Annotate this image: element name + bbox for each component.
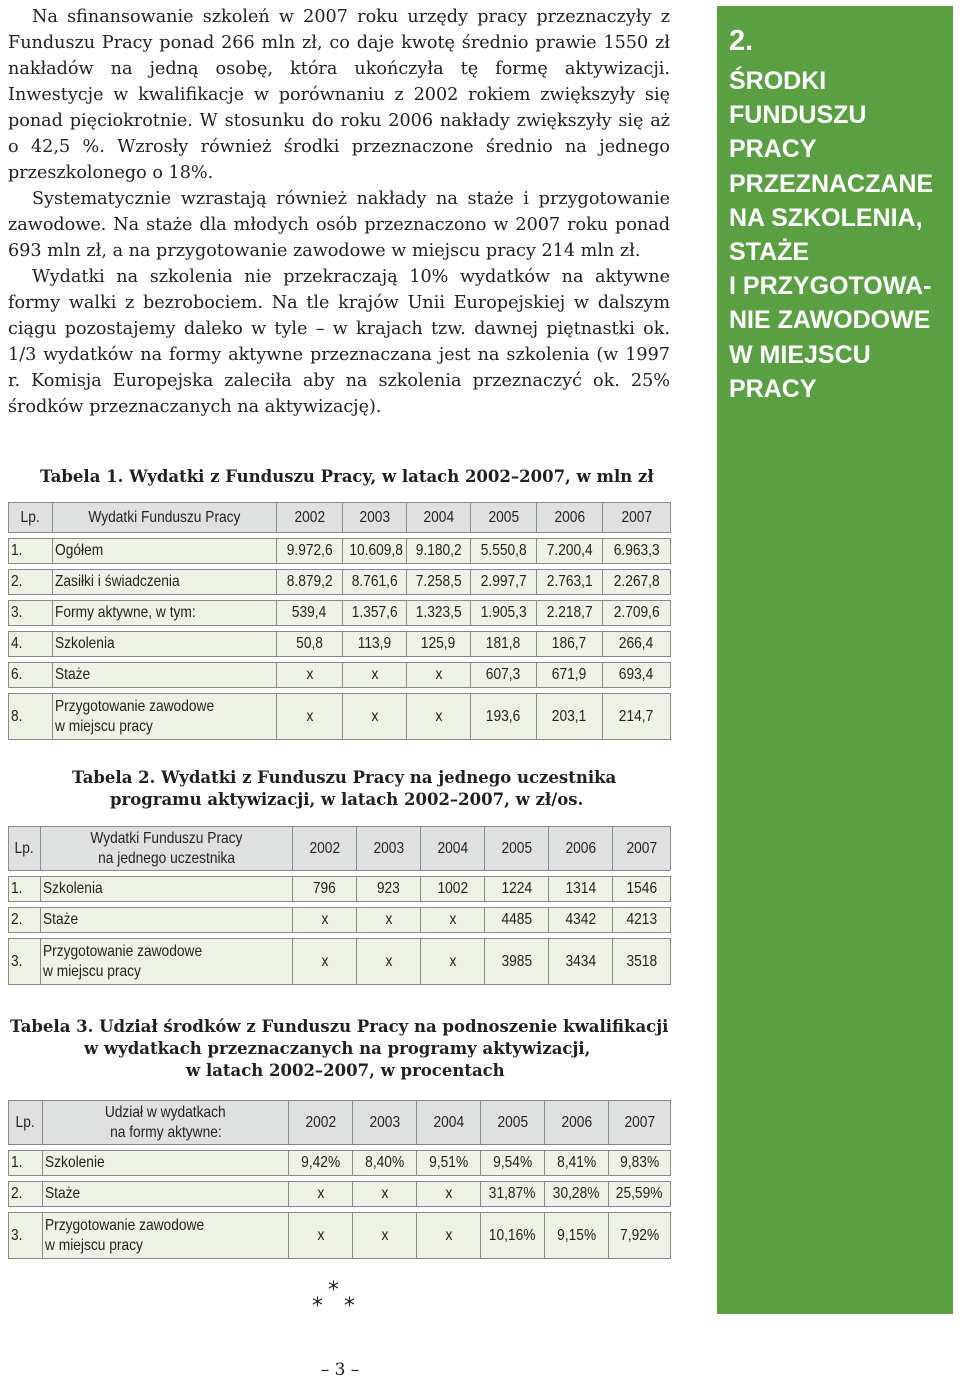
cell-label: Przygotowanie zawodowe w miejscu pracy [41, 939, 293, 985]
paragraph-3: Wydatki na szkolenia nie przekraczają 10% wydatków na aktywne formy walki z bezrobociem. Na tle krajów Unii Europejskiej w dalszym ciągu pozostajemy daleko w tyle – w krajach tzw. dawnej piętnastki ok. 1/3 wydatków na formy aktywne przeznaczana jest na szkolenia (w 1997 r. Komisja Europejska zaleciła aby na szkolenia przeznaczyć ok. 25% środków przeznaczanych na aktywizację). [8, 267, 670, 417]
cell-value: 125,9 [407, 632, 471, 657]
cell-value: x [343, 694, 407, 740]
chapter-title-line: PRZEZNACZANE [729, 169, 934, 198]
cell-value: 203,1 [537, 694, 603, 740]
cell-value: x [343, 663, 407, 688]
caption-line: Tabela 3. Udział środków z Funduszu Pracy na podnoszenie kwalifikacji [10, 1017, 669, 1036]
cell-value: 9,83% [609, 1151, 671, 1176]
cell-value: 31,87% [481, 1182, 545, 1207]
table-row [9, 663, 671, 688]
cell-lp: 1. [9, 1151, 43, 1176]
cell-value: 25,59% [609, 1182, 671, 1207]
cell-value: x [421, 908, 485, 933]
caption-line: w latach 2002–2007, w procentach [186, 1061, 505, 1080]
cell-value: 539,4 [277, 601, 343, 626]
cell-value: x [357, 939, 421, 985]
cell-value: 266,4 [603, 632, 671, 657]
paragraph-1: Na sfinansowanie szkoleń w 2007 roku urzędy pracy przeznaczyły z Funduszu Pracy ponad 266 mln zł, co daje kwotę średnio prawie 1550 zł nakładów na jedną osobę, która ukończyła tę formę aktywizacji. Inwestycje w kwalifikacje w porównaniu z 2002 rokiem zwiększyły się ponad pięciokrotnie. W stosunku do roku 2006 nakłady zwiększyły się aż o 42,5 %. Wzrosły również środki przeznaczone średnio na jednego przeszkolonego o 18%. [8, 7, 670, 183]
header-year: 2002 [293, 827, 357, 871]
table1 [8, 502, 671, 740]
cell-value: 2.218,7 [537, 601, 603, 626]
header-year: 2007 [613, 827, 671, 871]
header-year: 2007 [609, 1101, 671, 1145]
table-row [9, 1213, 671, 1259]
cell-value: x [353, 1182, 417, 1207]
header-label: Udział w wydatkach na formy aktywne: [43, 1101, 289, 1145]
cell-value: 9,51% [417, 1151, 481, 1176]
chapter-title-line: PRACY [729, 135, 817, 164]
header-label: Wydatki Funduszu Pracy na jednego uczestnika [41, 827, 293, 871]
cell-lp: 4. [9, 632, 53, 657]
table2 [8, 826, 671, 985]
table-row [9, 939, 671, 985]
chapter-title-line: NIE ZAWODOWE [729, 306, 931, 335]
cell-value: 1546 [613, 877, 671, 902]
header-year: 2003 [353, 1101, 417, 1145]
cell-label: Przygotowanie zawodowe w miejscu pracy [53, 694, 277, 740]
cell-value: 9.180,2 [407, 539, 471, 564]
chapter-sidebar [717, 6, 953, 1314]
asterisk: * [312, 1294, 323, 1319]
table-row [9, 694, 671, 740]
header-year: 2003 [343, 503, 407, 533]
cell-value: x [421, 939, 485, 985]
cell-value: x [289, 1213, 353, 1259]
cell-value: x [353, 1213, 417, 1259]
cell-value: 6.963,3 [603, 539, 671, 564]
cell-lp: 1. [9, 539, 53, 564]
cell-value: 1.323,5 [407, 601, 471, 626]
cell-value: 4213 [613, 908, 671, 933]
cell-value: 2.267,8 [603, 570, 671, 595]
header-lp: Lp. [9, 827, 41, 871]
body-text [8, 4, 670, 420]
table-row [9, 908, 671, 933]
cell-value: 4342 [549, 908, 613, 933]
cell-value: 8,41% [545, 1151, 609, 1176]
cell-label: Formy aktywne, w tym: [53, 601, 277, 626]
cell-value: 7.258,5 [407, 570, 471, 595]
header-year: 2006 [537, 503, 603, 533]
chapter-title-line: FUNDUSZU [729, 101, 867, 130]
cell-label: Zasiłki i świadczenia [53, 570, 277, 595]
cell-value: 923 [357, 877, 421, 902]
chapter-title-line: STAŻE [729, 238, 810, 267]
table-row [9, 539, 671, 564]
asterisk: * [344, 1294, 355, 1319]
header-year: 2004 [421, 827, 485, 871]
cell-lp: 3. [9, 939, 41, 985]
cell-label: Szkolenia [41, 877, 293, 902]
chapter-title-line: W MIEJSCU [729, 340, 871, 369]
cell-value: 4485 [485, 908, 549, 933]
chapter-number: 2. [729, 25, 754, 57]
table-header-row [9, 1101, 671, 1145]
cell-value: 186,7 [537, 632, 603, 657]
header-year: 2005 [471, 503, 537, 533]
table3 [8, 1100, 671, 1259]
header-year: 2005 [485, 827, 549, 871]
cell-value: 8,40% [353, 1151, 417, 1176]
cell-value: x [407, 663, 471, 688]
cell-lp: 2. [9, 570, 53, 595]
chapter-title-line: ŚRODKI [729, 67, 827, 95]
header-year: 2007 [603, 503, 671, 533]
table-row [9, 877, 671, 902]
page-number: – 3 – [320, 1360, 360, 1380]
header-year: 2006 [549, 827, 613, 871]
cell-label: Szkolenie [43, 1151, 289, 1176]
cell-value: 1314 [549, 877, 613, 902]
cell-value: 214,7 [603, 694, 671, 740]
cell-value: 607,3 [471, 663, 537, 688]
cell-value: 9,54% [481, 1151, 545, 1176]
cell-value: 671,9 [537, 663, 603, 688]
table-row [9, 632, 671, 657]
header-label: Wydatki Funduszu Pracy [53, 503, 277, 533]
cell-value: 1.905,3 [471, 601, 537, 626]
paragraph-2: Systematycznie wzrastają również nakłady na staże i przygotowanie zawodowe. Na staże dla młodych osób przeznaczono w 2007 roku ponad 693 mln zł, a na przygotowanie zawodowe w miejscu pracy 214 mln zł. [8, 189, 670, 261]
header-year: 2004 [417, 1101, 481, 1145]
table1-caption [40, 466, 654, 488]
cell-value: x [417, 1213, 481, 1259]
table-row [9, 570, 671, 595]
cell-label: Staże [41, 908, 293, 933]
cell-label: Przygotowanie zawodowe w miejscu pracy [43, 1213, 289, 1259]
cell-label: Szkolenia [53, 632, 277, 657]
cell-value: 5.550,8 [471, 539, 537, 564]
cell-value: 7.200,4 [537, 539, 603, 564]
cell-value: 9.972,6 [277, 539, 343, 564]
chapter-title-line: NA SZKOLENIA, [729, 203, 923, 232]
cell-lp: 2. [9, 908, 41, 933]
cell-value: 796 [293, 877, 357, 902]
cell-value: 113,9 [343, 632, 407, 657]
table-row [9, 1182, 671, 1207]
cell-value: 2.997,7 [471, 570, 537, 595]
caption-line: programu aktywizacji, w latach 2002–2007, w zł/os. [110, 790, 584, 809]
header-year: 2004 [407, 503, 471, 533]
cell-value: 1.357,6 [343, 601, 407, 626]
cell-lp: 8. [9, 694, 53, 740]
chapter-title [729, 64, 933, 406]
header-year: 2002 [289, 1101, 353, 1145]
chapter-title-line: PRACY [729, 374, 817, 403]
cell-value: 1224 [485, 877, 549, 902]
cell-value: 8.879,2 [277, 570, 343, 595]
cell-value: 30,28% [545, 1182, 609, 1207]
cell-value: 7,92% [609, 1213, 671, 1259]
caption-line: Tabela 1. Wydatki z Funduszu Pracy, w latach 2002–2007, w mln zł [40, 467, 654, 486]
header-year: 2006 [545, 1101, 609, 1145]
cell-label: Staże [43, 1182, 289, 1207]
cell-lp: 2. [9, 1182, 43, 1207]
table-header-row [9, 503, 671, 533]
cell-value: 181,8 [471, 632, 537, 657]
cell-lp: 1. [9, 877, 41, 902]
caption-line: w wydatkach przeznaczanych na programy aktywizacji, [84, 1039, 591, 1058]
cell-value: 1002 [421, 877, 485, 902]
cell-lp: 3. [9, 601, 53, 626]
cell-value: x [417, 1182, 481, 1207]
cell-value: 9,15% [545, 1213, 609, 1259]
header-lp: Lp. [9, 503, 53, 533]
table-row [9, 601, 671, 626]
asterisk: * [328, 1278, 339, 1303]
cell-value: x [289, 1182, 353, 1207]
cell-value: 3518 [613, 939, 671, 985]
cell-label: Ogółem [53, 539, 277, 564]
cell-value: x [407, 694, 471, 740]
table-row [9, 1151, 671, 1176]
cell-value: 50,8 [277, 632, 343, 657]
table2-caption [72, 767, 616, 811]
cell-value: 2.709,6 [603, 601, 671, 626]
cell-value: x [293, 939, 357, 985]
cell-value: x [357, 908, 421, 933]
chapter-title-line: I PRZYGOTOWA- [729, 272, 932, 301]
cell-lp: 3. [9, 1213, 43, 1259]
cell-value: 10,16% [481, 1213, 545, 1259]
cell-value: 693,4 [603, 663, 671, 688]
header-year: 2003 [357, 827, 421, 871]
cell-value: x [277, 663, 343, 688]
cell-value: 193,6 [471, 694, 537, 740]
caption-line: Tabela 2. Wydatki z Funduszu Pracy na jednego uczestnika [72, 768, 617, 787]
cell-label: Staże [53, 663, 277, 688]
header-year: 2002 [277, 503, 343, 533]
cell-value: x [277, 694, 343, 740]
cell-value: 2.763,1 [537, 570, 603, 595]
cell-value: 9,42% [289, 1151, 353, 1176]
table-header-row [9, 827, 671, 871]
asterism-separator [312, 1278, 362, 1318]
cell-lp: 6. [9, 663, 53, 688]
cell-value: 10.609,8 [343, 539, 407, 564]
header-lp: Lp. [9, 1101, 43, 1145]
header-year: 2005 [481, 1101, 545, 1145]
table3-caption [10, 1016, 672, 1082]
cell-value: x [293, 908, 357, 933]
cell-value: 3985 [485, 939, 549, 985]
cell-value: 8.761,6 [343, 570, 407, 595]
cell-value: 3434 [549, 939, 613, 985]
